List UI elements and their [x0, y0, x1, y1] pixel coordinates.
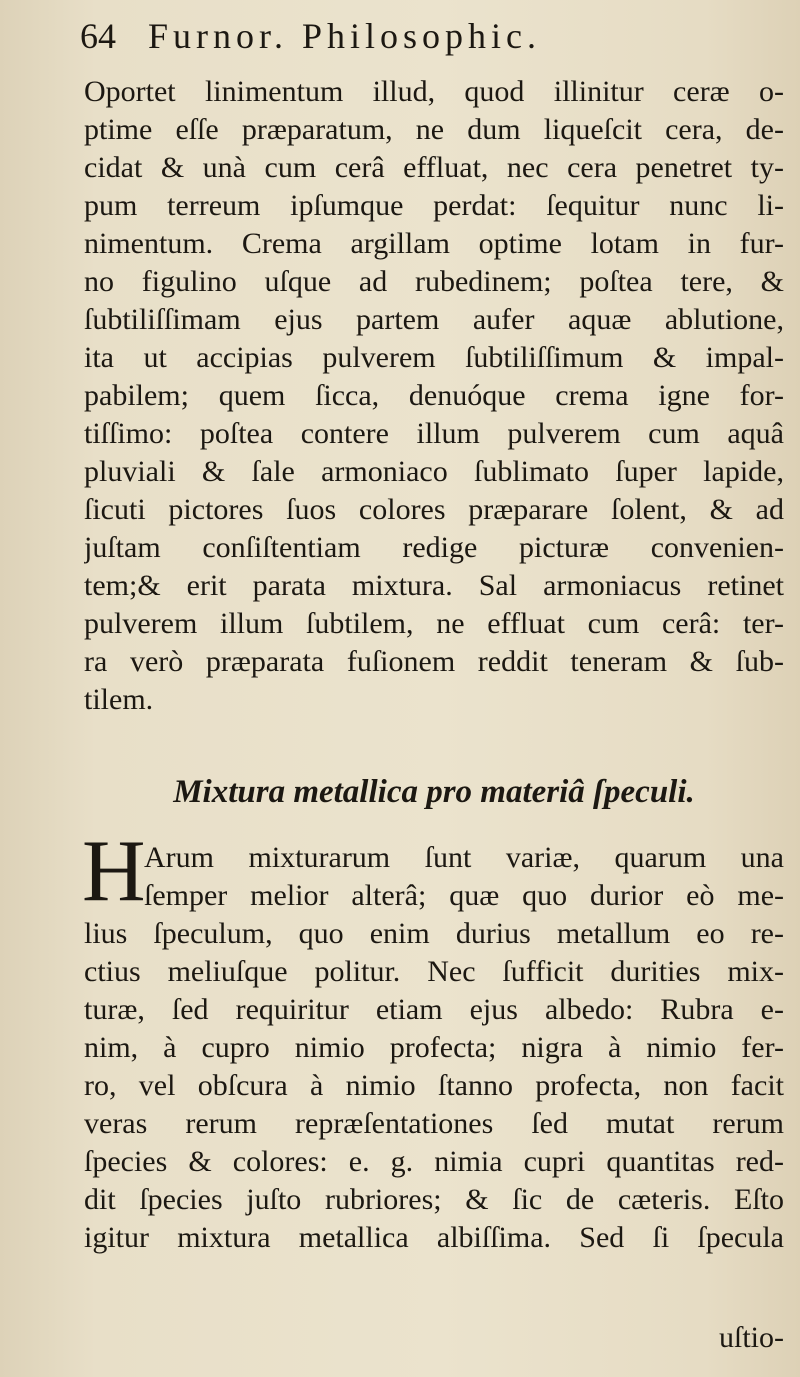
text-line: cidat & unà cum cerâ effluat, nec cera penetret ty-: [84, 151, 784, 184]
text-line: nimentum. Crema argillam optime lotam in fur-: [84, 227, 784, 260]
text-line: ita ut accipias pulverem ſubtiliſſimum & impal-: [84, 341, 784, 374]
text-line: pluviali & ſale armoniaco ſublimato ſuper lapide,: [84, 455, 784, 488]
text-line: veras rerum repræſentationes ſed mutat rerum: [84, 1107, 784, 1140]
text-line: nim, à cupro nimio profecta; nigra à nimio fer-: [84, 1031, 784, 1064]
running-title: Furnor. Philosophic.: [148, 16, 542, 56]
text-line: tem;& erit parata mixtura. Sal armoniacus retinet: [84, 569, 784, 602]
text-line: pum terreum ipſumque perdat: ſequitur nunc li-: [84, 189, 784, 222]
text-line: lius ſpeculum, quo enim durius metallum eo re-: [84, 917, 784, 950]
text-line: ctius meliuſque politur. Nec ſufficit durities mix-: [84, 955, 784, 988]
text-line: ptime eſſe præparatum, ne dum liqueſcit cera, de-: [84, 113, 784, 146]
text-line: ſicuti pictores ſuos colores præparare ſolent, & ad: [84, 493, 784, 526]
text-line: turæ, ſed requiritur etiam ejus albedo: Rubra e-: [84, 993, 784, 1026]
folio-number: 64: [80, 16, 116, 56]
text-line: ra verò præparata fuſionem reddit teneram & ſub-: [84, 645, 784, 678]
text-line: ſubtiliſſimam ejus partem aufer aquæ ablutione,: [84, 303, 784, 336]
text-line: Oportet linimentum illud, quod illinitur ceræ o-: [84, 75, 784, 108]
text-line: ro, vel obſcura à nimio ſtanno profecta, non facit: [84, 1069, 784, 1102]
text-line: juſtam conſiſtentiam redige picturæ convenien-: [84, 531, 784, 564]
text-line: no figulino uſque ad rubedinem; poſtea tere, &: [84, 265, 784, 298]
text-line: pabilem; quem ſicca, denuóque crema igne for-: [84, 379, 784, 412]
text-line: pulverem illum ſubtilem, ne effluat cum cerâ: ter-: [84, 607, 784, 640]
text-line: ſemper melior alterâ; quæ quo durior eò me-: [144, 879, 784, 912]
section-heading: Mixtura metallica pro materiâ ſpeculi.: [173, 774, 695, 810]
text-line: dit ſpecies juſto rubriores; & ſic de cæteris. Eſto: [84, 1183, 784, 1216]
drop-capital: H: [82, 823, 146, 920]
catchword: uſtio-: [719, 1321, 784, 1354]
text-line: Arum mixturarum ſunt variæ, quarum una: [144, 841, 784, 874]
text-line: ſpecies & colores: e. g. nimia cupri quantitas red-: [84, 1145, 784, 1178]
text-line: tilem.: [84, 683, 154, 716]
text-line: tiſſimo: poſtea contere illum pulverem cum aquâ: [84, 417, 784, 450]
text-line: igitur mixtura metallica albiſſima. Sed ſi ſpecula: [84, 1221, 784, 1254]
